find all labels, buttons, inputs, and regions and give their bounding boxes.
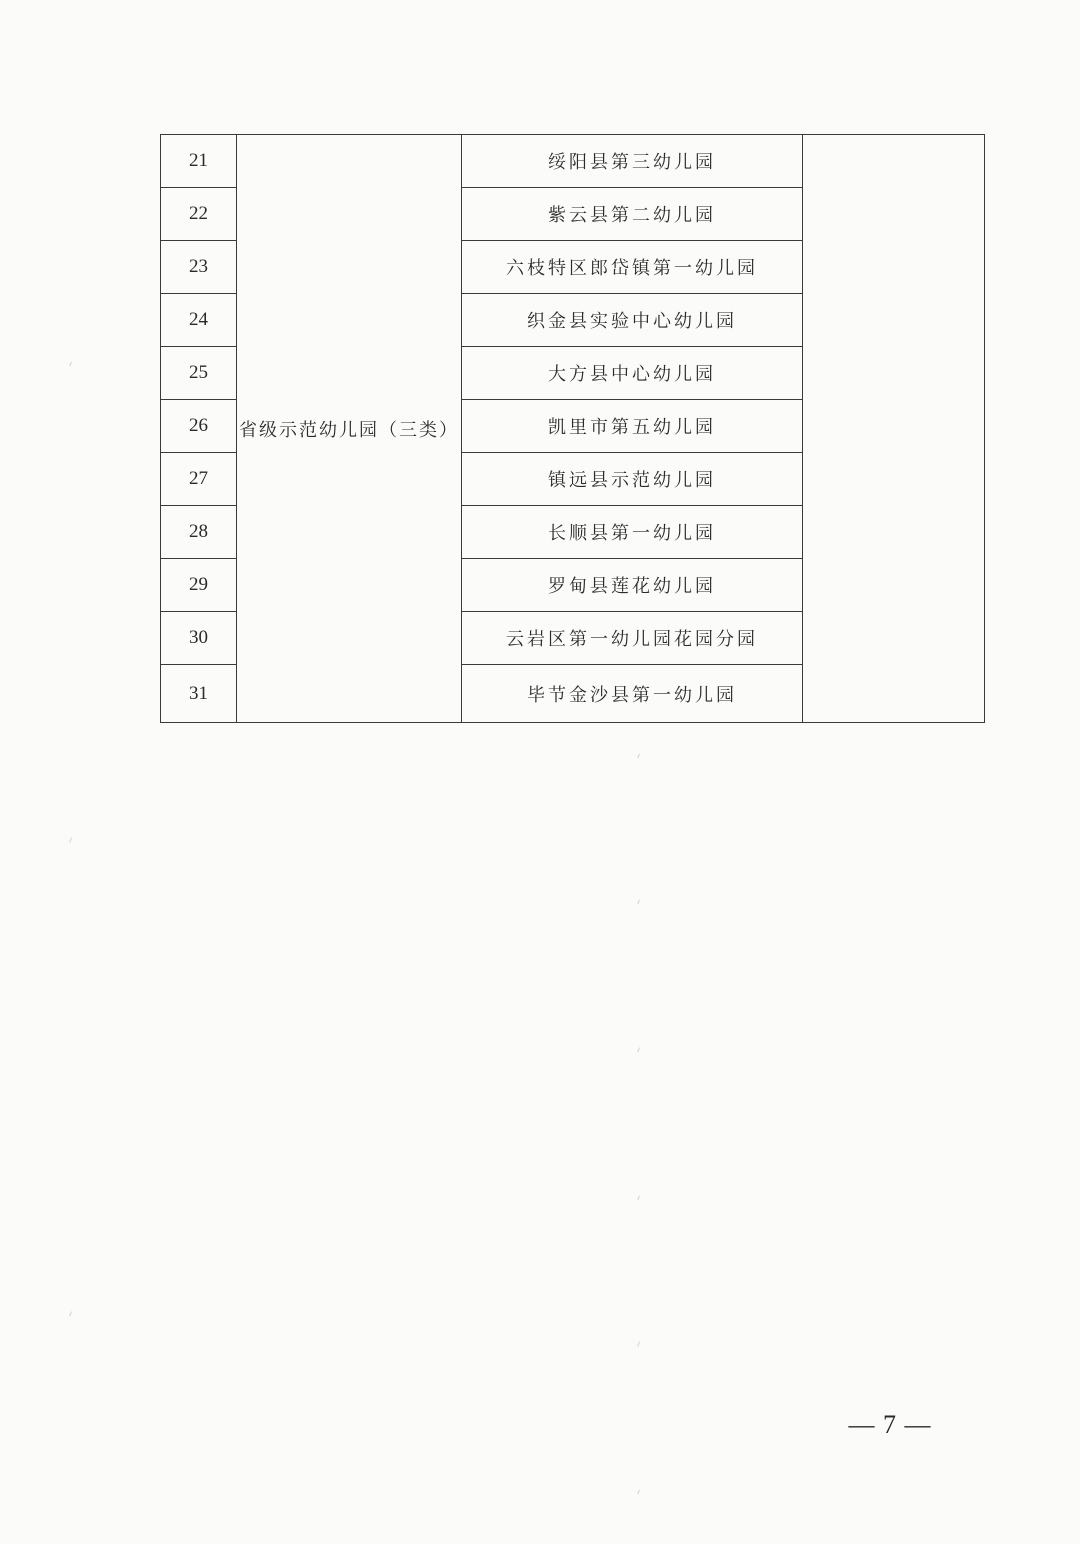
kindergarten-name: 紫云县第二幼儿园 [462,188,803,241]
kindergarten-name: 六枝特区郎岱镇第一幼儿园 [462,241,803,294]
kindergarten-name: 罗甸县莲花幼儿园 [462,559,803,612]
row-number: 22 [161,188,237,241]
kindergarten-name: 长顺县第一幼儿园 [462,506,803,559]
scan-speck [69,837,74,843]
kindergarten-name: 毕节金沙县第一幼儿园 [462,665,803,723]
row-number: 30 [161,612,237,665]
kindergarten-name: 云岩区第一幼儿园花园分园 [462,612,803,665]
scan-speck [69,361,74,367]
row-number: 27 [161,453,237,506]
scan-speck [637,753,642,759]
row-number: 28 [161,506,237,559]
category-cell: 省级示范幼儿园（三类） [237,135,462,723]
table-row [161,135,985,188]
scan-speck [637,1047,642,1053]
row-number: 29 [161,559,237,612]
scan-speck [69,1311,74,1317]
kindergarten-name: 凯里市第五幼儿园 [462,400,803,453]
row-number: 23 [161,241,237,294]
scan-speck [637,1341,642,1347]
scan-speck [637,1195,642,1201]
row-number: 21 [161,135,237,188]
kindergarten-name: 镇远县示范幼儿园 [462,453,803,506]
kindergarten-name: 织金县实验中心幼儿园 [462,294,803,347]
row-number: 24 [161,294,237,347]
row-number: 26 [161,400,237,453]
kindergarten-name: 绥阳县第三幼儿园 [462,135,803,188]
remarks-cell [803,135,985,723]
scan-speck [637,899,642,905]
row-number: 25 [161,347,237,400]
kindergarten-table [160,134,985,723]
scan-speck [637,1489,642,1495]
row-number: 31 [161,665,237,723]
page-number: — 7 — [848,1410,932,1439]
kindergarten-name: 大方县中心幼儿园 [462,347,803,400]
